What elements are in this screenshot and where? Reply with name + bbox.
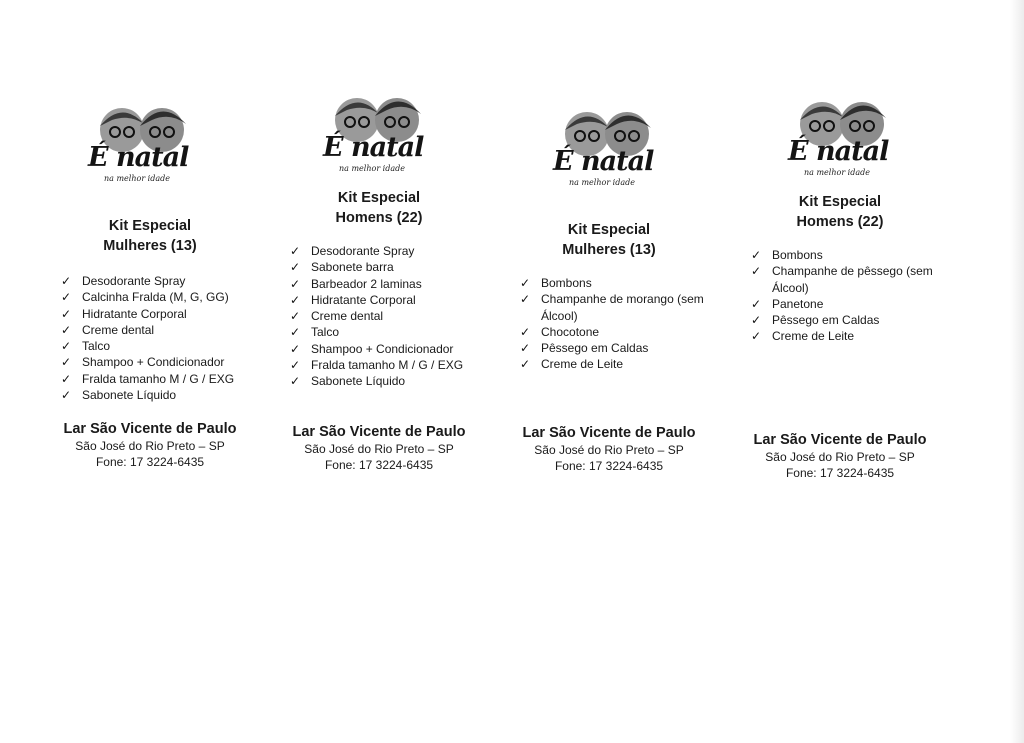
check-icon: ✓ [520, 292, 531, 307]
check-icon: ✓ [290, 276, 301, 291]
org-city: São José do Rio Preto – SP [765, 449, 915, 464]
organization [60, 420, 240, 470]
check-icon: ✓ [290, 374, 301, 389]
org-city: São José do Rio Preto – SP [534, 442, 684, 457]
check-icon: ✓ [290, 325, 301, 340]
kit-card [60, 98, 300, 470]
logo [555, 102, 665, 202]
logo [325, 88, 435, 188]
list-item: ✓ Barbeador 2 laminas [290, 276, 422, 291]
org-phone: Fone: 17 3224-6435 [324, 457, 434, 472]
logo-script: É natal [323, 132, 424, 163]
check-icon: ✓ [61, 306, 72, 321]
org-name: Lar São Vicente de Paulo [63, 421, 237, 438]
list-item: ✓ Pêssego em Caldas [751, 313, 880, 328]
kit-title-line2: Mulheres (13) [103, 238, 197, 254]
check-icon: ✓ [61, 371, 72, 386]
org-name: Lar São Vicente de Paulo [753, 431, 927, 448]
kit-card [519, 102, 762, 474]
list-item: ✓ Sabonete Líquido [61, 388, 177, 403]
check-icon: ✓ [751, 313, 762, 328]
logo-script: É natal [88, 142, 189, 173]
organization [289, 423, 469, 473]
check-icon: ✓ [290, 341, 301, 356]
check-icon: ✓ [61, 388, 72, 403]
check-icon: ✓ [61, 322, 72, 337]
kit-card [750, 92, 990, 481]
kit-title-line1: Kit Especial [567, 222, 651, 238]
check-icon: ✓ [751, 248, 762, 262]
check-icon: ✓ [520, 357, 531, 372]
list-item: ✓ Panetone [751, 296, 824, 311]
check-icon: ✓ [290, 260, 301, 275]
list-item: ✓ Desodorante Spray [61, 274, 186, 288]
org-city: São José do Rio Preto – SP [75, 439, 225, 454]
scan-edge [1010, 0, 1024, 743]
list-item: ✓ Talco [61, 339, 111, 354]
list-item: ✓ Bombons [520, 276, 592, 290]
list-item: ✓ Sabonete Líquido [290, 374, 406, 389]
check-icon: ✓ [290, 309, 301, 324]
list-item: ✓ Bombons [751, 248, 823, 262]
org-city: São José do Rio Preto – SP [304, 441, 454, 456]
kit-title [289, 188, 469, 228]
check-icon: ✓ [290, 358, 301, 373]
kit-card [289, 88, 529, 473]
logo [90, 98, 200, 198]
check-icon: ✓ [751, 296, 762, 311]
list-item: ✓ Hidratante Corporal [290, 292, 416, 307]
kit-title [60, 216, 240, 256]
list-item: ✓ Fralda tamanho M / G / EXG [290, 358, 464, 373]
org-phone: Fone: 17 3224-6435 [95, 455, 205, 470]
list-item: ✓ Pêssego em Caldas [520, 341, 649, 356]
list-item: ✓ Hidratante Corporal [61, 306, 187, 321]
list-item: ✓ Shampoo + Condicionador [61, 355, 225, 370]
org-name: Lar São Vicente de Paulo [292, 423, 466, 440]
list-item: ✓ Talco [290, 325, 340, 340]
check-icon: ✓ [290, 292, 301, 307]
item-list [750, 247, 950, 345]
check-icon: ✓ [61, 355, 72, 370]
kit-title [519, 220, 699, 260]
logo-script: É natal [553, 146, 654, 177]
kit-title-line1: Kit Especial [337, 190, 421, 206]
list-item: ✓ Fralda tamanho M / G / EXG [61, 371, 235, 386]
check-icon: ✓ [61, 290, 72, 305]
check-icon: ✓ [520, 341, 531, 356]
item-list [60, 273, 290, 403]
organization [750, 431, 930, 481]
list-item: ✓ Chocotone [520, 324, 600, 339]
kit-title-line2: Mulheres (13) [562, 242, 656, 258]
item-list [289, 243, 519, 390]
list-item: ✓ Desodorante Spray [290, 244, 415, 258]
list-item: ✓ Calcinha Fralda (M, G, GG) [61, 290, 229, 305]
check-icon: ✓ [520, 324, 531, 339]
logo-tagline: na melhor idade [569, 178, 635, 187]
item-list [519, 275, 719, 373]
kit-title-line1: Kit Especial [798, 194, 882, 210]
logo-tagline: na melhor idade [339, 164, 405, 173]
kit-title-line2: Homens (22) [335, 210, 423, 226]
logo-tagline: na melhor idade [104, 174, 170, 183]
kit-title [750, 192, 930, 232]
kit-title-line1: Kit Especial [108, 218, 192, 234]
list-item: ✓ Creme de Leite [520, 357, 624, 372]
check-icon: ✓ [61, 339, 72, 354]
check-icon: ✓ [61, 274, 72, 288]
org-phone: Fone: 17 3224-6435 [554, 458, 664, 473]
list-item: ✓ Creme de Leite [751, 329, 855, 344]
list-item: ✓ Shampoo + Condicionador [290, 341, 454, 356]
org-phone: Fone: 17 3224-6435 [785, 465, 895, 480]
logo-tagline: na melhor idade [804, 168, 870, 177]
org-name: Lar São Vicente de Paulo [522, 424, 696, 441]
kit-title-line2: Homens (22) [796, 214, 884, 230]
check-icon: ✓ [520, 276, 531, 290]
list-item: ✓ Champanhe de morango (sem Álcool) [520, 292, 704, 323]
logo [790, 92, 900, 192]
check-icon: ✓ [751, 329, 762, 344]
organization [519, 424, 699, 474]
check-icon: ✓ [751, 264, 762, 279]
list-item: ✓ Creme dental [61, 322, 155, 337]
list-item: ✓ Sabonete barra [290, 260, 394, 275]
list-item: ✓ Champanhe de pêssego (sem Álcool) [751, 264, 933, 295]
list-item: ✓ Creme dental [290, 309, 384, 324]
logo-script: É natal [788, 136, 889, 167]
check-icon: ✓ [290, 244, 301, 258]
